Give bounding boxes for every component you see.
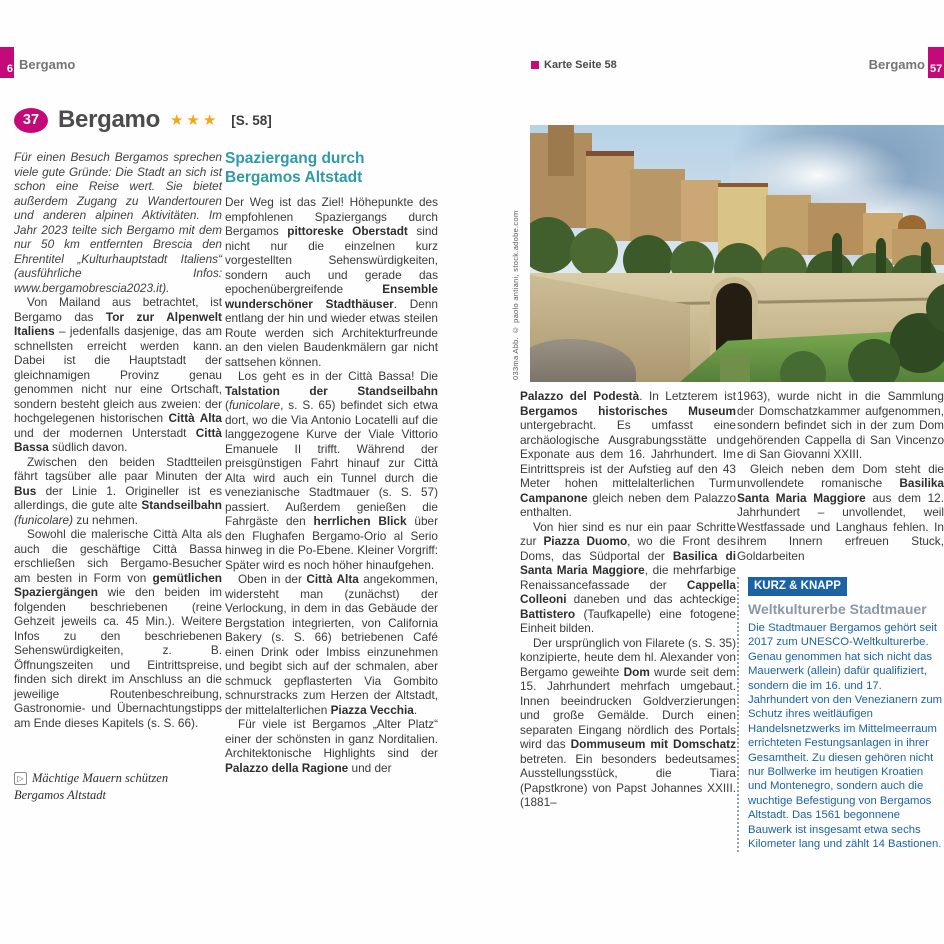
map-marker-icon: [531, 61, 539, 69]
photo-bergamo-walls: [530, 125, 944, 382]
intro-paragraph: Für einen Besuch Bergamos sprechen viele gute Gründe: Die Stadt an sich ist schon eine Reise wert. Sie bietet außerdem Zugang zu Wandertouren und anderen alpinen Aktivitäten. Im Jahr 2023 teilte sich Bergamo mit dem nur 50 km entfernten Brescia den Ehrentitel „Kulturhauptstadt Italiens“ (ausführliche Infos: www.bergamobrescia2023.it).: [14, 150, 222, 295]
map-reference-label: Karte Seite 58: [544, 59, 617, 71]
kurz-knapp-label: KURZ & KNAPP: [748, 577, 847, 596]
photo-bush: [848, 339, 900, 382]
paragraph: Von hier sind es nur ein paar Schritte zur Piazza Duomo, wo die Front des Doms, das Südportal der Basilica di Santa Maria Maggiore, die mehrfarbige Renaissancefassade der Cappella Colleoni daneben und das achteckige Battistero (Taufkapelle) eine fotogene Einheit bilden.: [520, 519, 737, 635]
page-number-tab-right: 57: [928, 47, 944, 78]
photo-building: [766, 195, 811, 255]
rating-stars-icon: ★★★: [169, 112, 220, 129]
text-column-3: [520, 389, 736, 810]
paragraph: Für viele ist Bergamos „Alter Platz“ einer der schönsten in ganz Norditalien. Architektonische Highlights sind der Palazzo della Ragione und der: [225, 717, 438, 775]
paragraph: Der ursprünglich von Filarete (s. S. 35) konzipierte, heute dem hl. Alexander von Bergamo geweihte Dom wurde seit dem 15. Jahrhundert mehrfach umgebaut. Innen beeindrucken Goldverzierungen und große Gemälde. Durch einen separaten Eingang nördlich des Portals wird das Dommuseum mit Domschatz betreten. Ein besonders bedeutsames Ausstellungsstück, die Tiara (Papstkrone) von Papst Johannes XXIII. (1881–: [520, 635, 736, 809]
photo-building: [548, 125, 574, 176]
photo-tree: [570, 228, 618, 276]
kurz-knapp-box: [737, 577, 944, 852]
text-column-2: [225, 150, 438, 775]
paragraph: Zwischen den beiden Stadtteilen fährt tagsüber alle paar Minuten der Bus der Linie 1. Origineller ist es allerdings, die gute alte Standseilbahn (funicolare) zu nehmen.: [14, 454, 222, 527]
caption-arrow-icon: ▷: [14, 772, 27, 785]
running-head-right: Bergamo: [868, 57, 925, 72]
chapter-name: Bergamo: [58, 106, 160, 133]
paragraph: Der Weg ist das Ziel! Höhepunkte des empfohlenen Spaziergangs durch Bergamos pittoreske Oberstadt sind nicht nur die einzelnen kurz vorgestellten Sehenswürdigkeiten, sondern auch und gerade das epochenübergreifende Ensemble wunderschöner Stadthäuser. Denn entlang der hin und wieder etwas steilen Route werden sich Architekturfreunde an den vielen Baudenkmälern gar nicht sattsehen können.: [225, 195, 438, 369]
paragraph: Los geht es in der Città Bassa! Die Talstation der Standseilbahn (funicolare, s. S. 65) befindet sich etwa dort, wo die Via Antonio Locatelli auf die langgezogene Kurve der Viale Vittorio Emanuele II trifft. Während der preisgünstigen Fahrt hinauf zur Città Alta wird auch ein Tunnel durch die venezianische Stadtmauer (s. S. 57) passiert. Außerdem genießen die Fahrgäste den herrlichen Blick über den Flughafen Bergamo-Orio al Serio hinweg in die Po-Ebene. Kleiner Vorgriff: Später wird es noch höher hinaufgehen.: [225, 369, 439, 572]
running-head-left: Bergamo: [19, 57, 76, 72]
section-heading: Spaziergang durch Bergamos Altstadt: [225, 150, 365, 186]
kurz-knapp-heading: Weltkulturerbe Stadtmauer: [748, 600, 927, 617]
chapter-page-reference: [S. 58]: [231, 112, 272, 128]
photo-building: [630, 169, 685, 241]
map-reference: [531, 59, 617, 71]
photo-caption: [14, 770, 189, 803]
kurz-knapp-body: Die Stadtmauer Bergamos gehört seit 2017 zum UNESCO-Weltkulturerbe. Genau genommen hat sich nicht das Mauerwerk (allein) dafür qualifiziert, sondern die im 16. und 17. Jahrhundert von den Venezianern zum Schutz ihres weitläufigen Handelsnetzwerks im Mittelmeerraum errichteten Festungsanlagen in ihrer Gesamtheit. Zu diesen gehören nicht nur Bollwerke im heutigen Kroatien und Montenegro, sondern auch die wuchtige Befestigung von Bergamos Altstadt. Das 1561 begonnene Bauwerk ist insgesamt etwa sechs Kilometer lang und zählt 14 Bastionen.: [748, 622, 943, 851]
caption-text: Mächtige Mauern schützen Bergamos Altstadt: [14, 771, 169, 802]
photo-building: [681, 180, 721, 242]
chapter-title: [14, 106, 272, 134]
paragraph: Palazzo del Podestà. In Letzterem ist Bergamos historisches Museum untergebracht. Es umfasst eine archäologische Ausgrabungsstätte und Exponate aus dem 16. Jahrhundert. Im Eintrittspreis ist der Aufstieg auf den 43 Meter hohen mittelalterlichen Turm Campanone gleich neben dem Palazzo enthalten.: [520, 389, 737, 519]
paragraph: Oben in der Città Alta angekommen, widersteht man (zunächst) der Verlockung, in dem in das Gebäude der Bergstation integrierten, von California Bakery (s. S. 66) betriebenen Café einen Drink oder Imbiss einzunehmen und begibt sich auf der schmalen, aber schmuck gepflasterten Via Gombito schnurstracks zum Herzen der Altstadt, der mittelalterlichen Piazza Vecchia.: [225, 572, 438, 717]
photo-credit: 033ma Abb. © paolo antiani, stock.adobe.com: [511, 210, 520, 380]
photo-path: [720, 355, 750, 382]
paragraph: Gleich neben dem Dom steht die unvollendete romanische Basilika Santa Maria Maggiore aus dem 12. Jahrhundert – unvollendet, weil Westfassade und Langhaus fehlen. In ihrem Innern erfreuen Stuck, Goldarbeiten: [737, 461, 944, 563]
chapter-number-badge: 37: [14, 108, 48, 133]
page-number-tab-left: 6: [0, 47, 14, 78]
paragraph: 1963), wurde nicht in die Sammlung der Domschatzkammer aufgenommen, sondern befindet sich in der zum Dom gehörenden Cappella di San Vincenzo e di San Giovanni XXIII.: [737, 389, 944, 461]
paragraph: Sowohl die malerische Città Alta als auch die geschäftige Città Bassa erschließen sich Bergamo-Besucher am besten in Form von gemütlichen Spaziergängen wie den beiden im folgenden beschriebenen (reine Gehzeit jeweils ca. 45 Min.). Weitere Infos zu den beschriebenen Sehenswürdigkeiten, z. B. Öffnungszeiten und Eintrittspreise, finden sich direkt im Anschluss an die jeweilige Routenbeschreibung, Gastronomie- und Übernachtungstipps am Ende dieses Kapitels (s. S. 66).: [14, 527, 222, 730]
text-column-1: [14, 150, 222, 730]
text-column-4: [737, 389, 944, 852]
paragraph: Von Mailand aus betrachtet, ist Bergamo das Tor zur Alpenwelt Italiens – jedenfalls dasjenige, das am schnellsten erreicht werden kann. Dabei ist die Hauptstadt der gleichnamigen Provinz genau genommen nicht nur eine Ortschaft, sondern besteht gleich aus zweien: der hochgelegenen historischen Città Alta und der modernen Unterstadt Città Bassa südlich davon.: [14, 295, 222, 454]
